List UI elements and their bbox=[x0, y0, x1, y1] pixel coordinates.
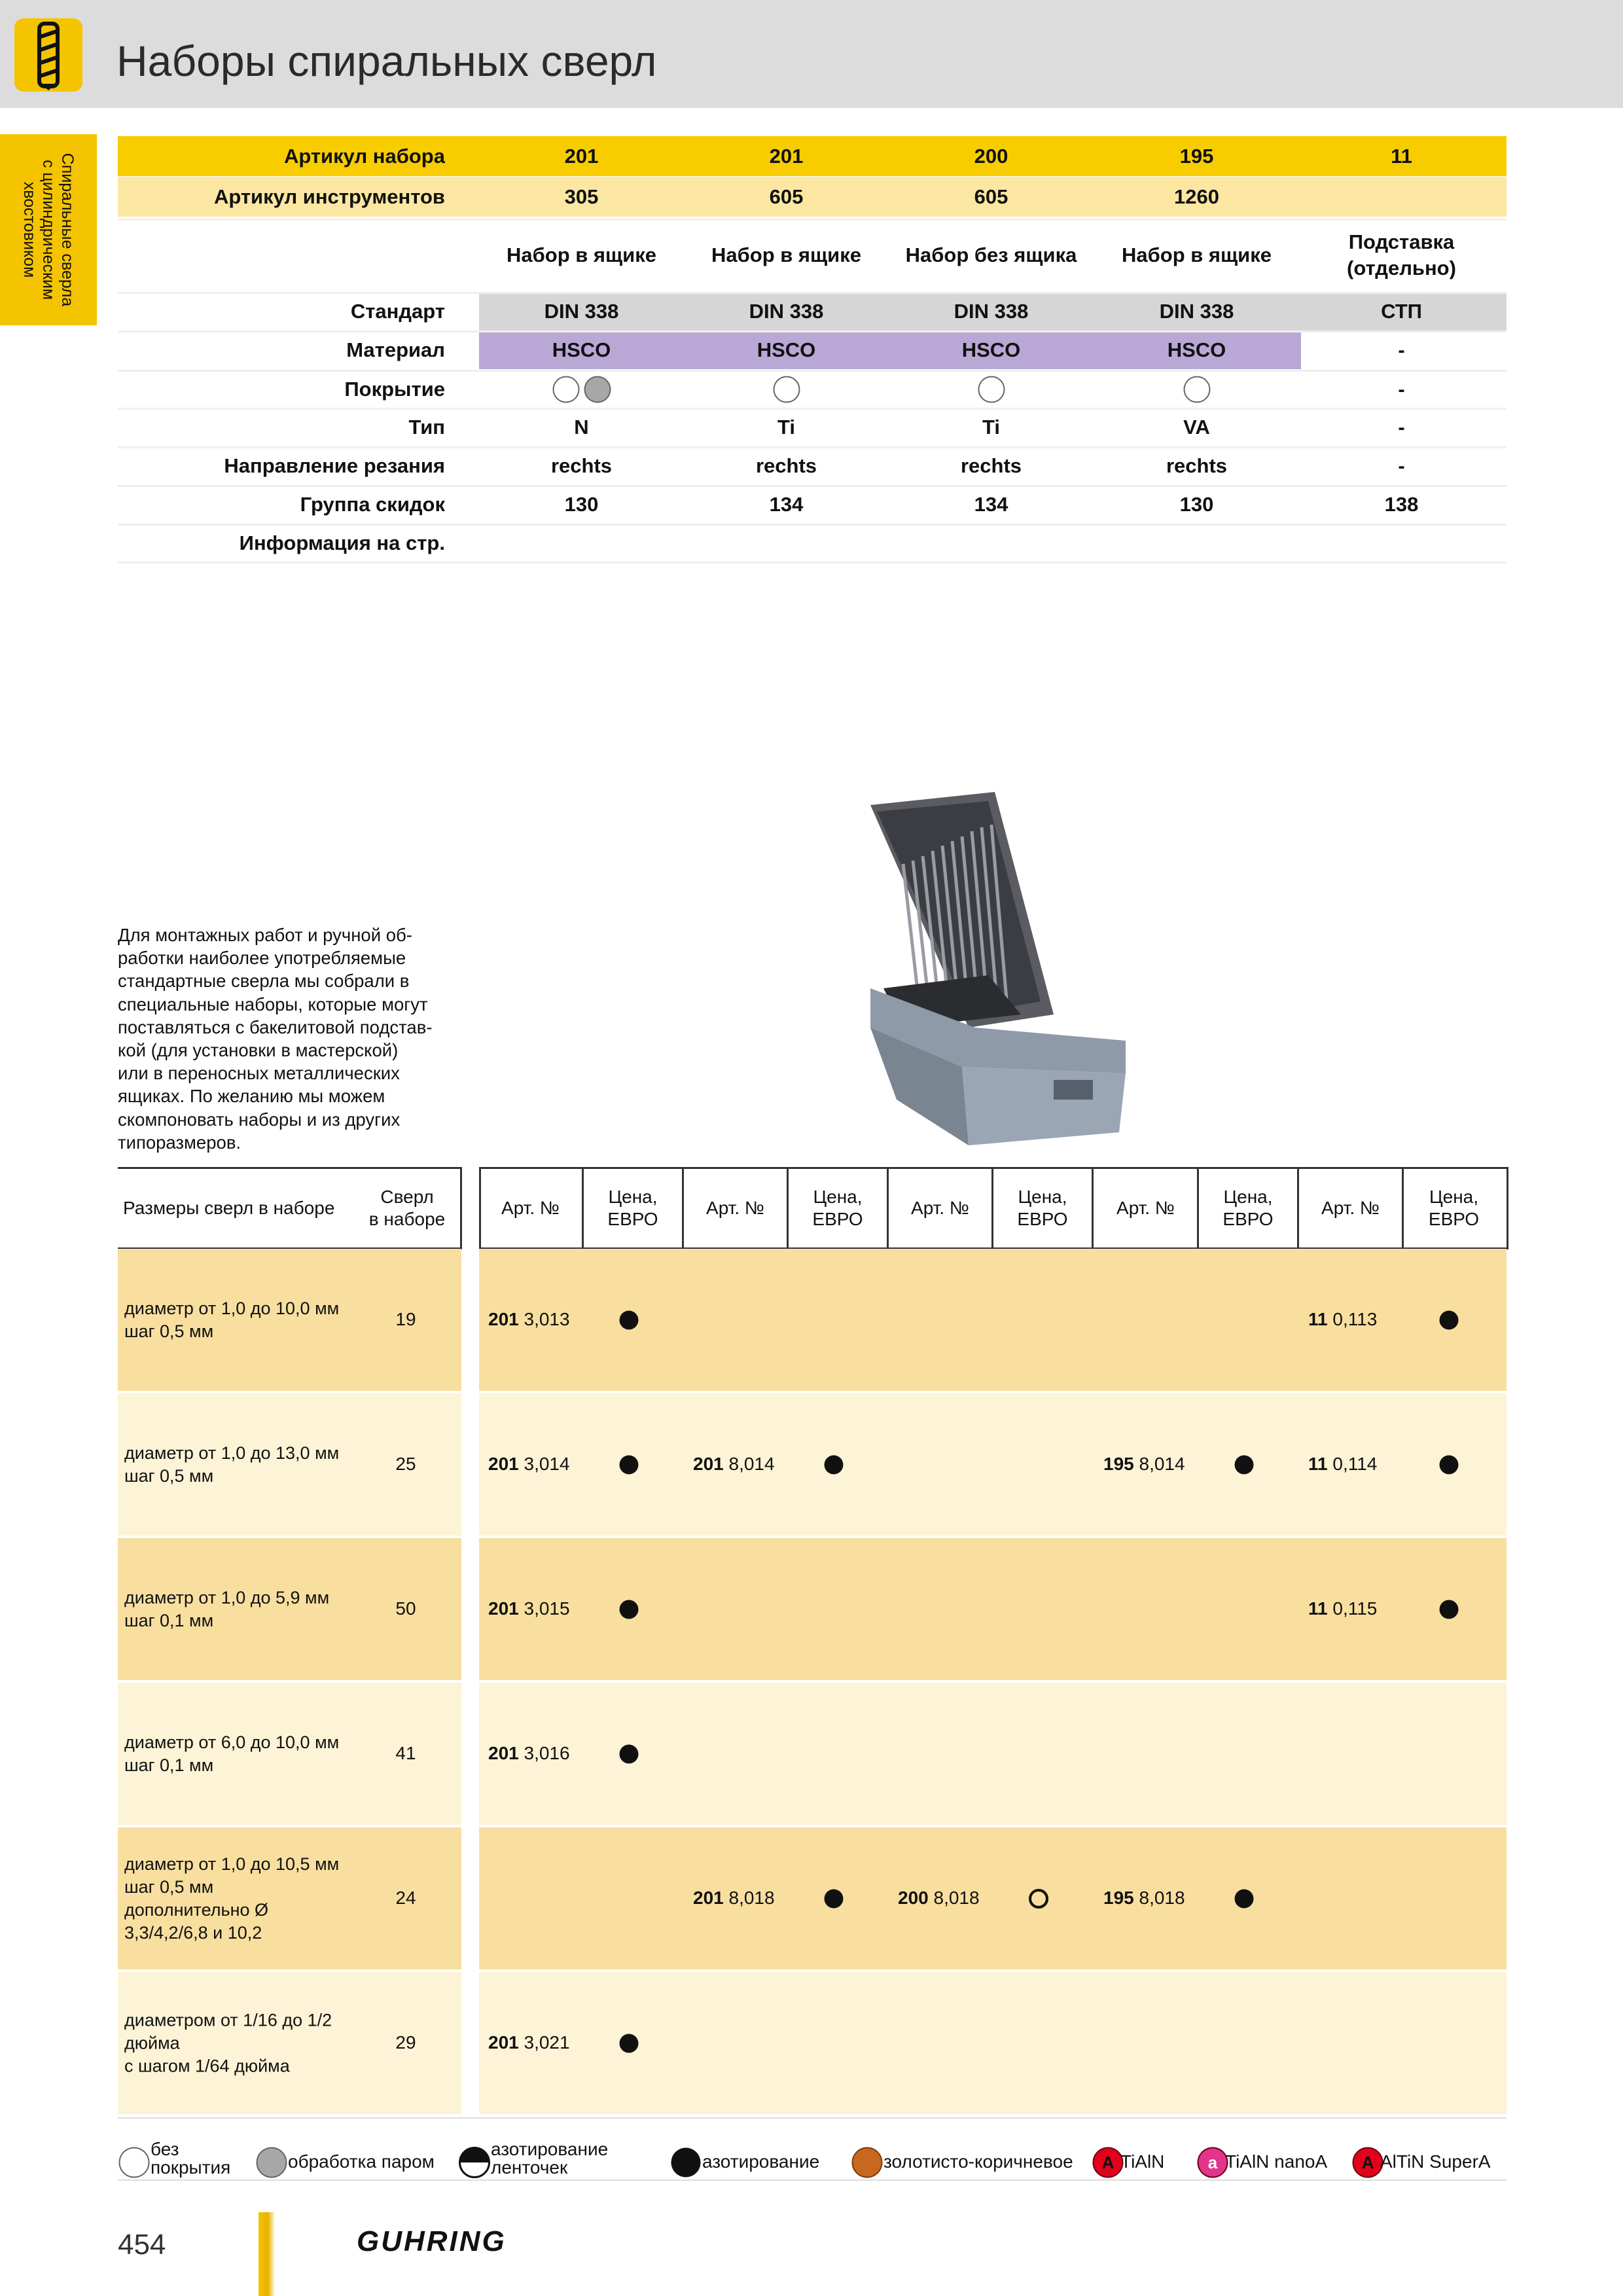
header-art: Арт. № bbox=[1299, 1169, 1404, 1247]
header-count-line: Сверл bbox=[380, 1187, 434, 1207]
article-code: 0,115 bbox=[1332, 1598, 1378, 1619]
legend-label bbox=[1120, 2153, 1164, 2171]
legend-label-line: азотирование bbox=[702, 2151, 820, 2172]
article-code: 8,014 bbox=[1139, 1453, 1185, 1474]
side-tab bbox=[0, 134, 97, 325]
header-art: Арт. № bbox=[479, 1169, 584, 1247]
row-size-line: шаг 0,5 мм bbox=[124, 1321, 214, 1341]
article-prefix: 200 bbox=[898, 1887, 929, 1908]
article-number bbox=[1103, 1454, 1185, 1475]
svg-text:a: a bbox=[1207, 2153, 1218, 2172]
header-price-line: ЕВРО bbox=[812, 1209, 863, 1229]
article-code: 3,013 bbox=[524, 1308, 570, 1329]
spec-cell-material: HSCO bbox=[1167, 338, 1226, 361]
description-line: или в переносных металлических bbox=[118, 1063, 400, 1084]
spec-coating-cell bbox=[1299, 370, 1504, 408]
article-code: 0,113 bbox=[1332, 1308, 1378, 1329]
spec-cell-standard: DIN 338 bbox=[544, 300, 619, 323]
article-prefix: 11 bbox=[1308, 1598, 1328, 1619]
header-price-line: Цена, bbox=[813, 1187, 863, 1207]
spec-cell-type: VA bbox=[1183, 416, 1210, 439]
article-number bbox=[693, 1888, 775, 1909]
spec-kind-cell bbox=[889, 219, 1094, 291]
tialn-a-icon bbox=[1092, 2146, 1124, 2179]
spec-cell-tools bbox=[1299, 177, 1504, 217]
row-size-line: диаметр от 6,0 до 10,0 мм bbox=[124, 1732, 340, 1752]
spec-cell-tools: 605 bbox=[974, 185, 1008, 208]
spec-cell-type: Ti bbox=[777, 416, 795, 439]
gold-brown-coating-icon bbox=[851, 2146, 883, 2179]
header-sizes: Размеры сверл в наборе bbox=[123, 1198, 335, 1218]
spec-coating-cell bbox=[684, 370, 889, 408]
spec-cell-set: 11 bbox=[1391, 145, 1412, 168]
article-code: 8,014 bbox=[728, 1453, 775, 1474]
row-size-line: дюйма bbox=[124, 2033, 180, 2053]
spec-cell-direction: - bbox=[1398, 454, 1405, 477]
row-size-line: шаг 0,1 мм bbox=[124, 1755, 214, 1775]
header-price-line: ЕВРО bbox=[607, 1209, 658, 1229]
header-art: Арт. № bbox=[684, 1169, 789, 1247]
legend-label bbox=[883, 2153, 1073, 2171]
article-number bbox=[488, 1309, 570, 1330]
description-line: Для монтажных работ и ручной об- bbox=[118, 925, 412, 945]
spec-dash: - bbox=[1398, 377, 1405, 401]
spec-cell-material: HSCO bbox=[961, 338, 1021, 361]
legend-label bbox=[288, 2153, 435, 2171]
row-size-description bbox=[124, 1853, 339, 1945]
legend-label-line: азотирование bbox=[491, 2139, 609, 2159]
spec-label-info-page: Информация на стр. bbox=[239, 531, 445, 554]
header-count-line: в наборе bbox=[368, 1209, 446, 1229]
spec-cell-type: N bbox=[574, 416, 589, 439]
description-line: типоразмеров. bbox=[118, 1132, 241, 1153]
article-prefix: 201 bbox=[488, 1308, 519, 1329]
row-size-description bbox=[124, 1297, 339, 1343]
uncoated-circle-icon bbox=[772, 375, 801, 404]
header-art: Арт. № bbox=[889, 1169, 993, 1247]
legend-label-line: TiAlN bbox=[1120, 2151, 1165, 2172]
spec-cell-type: Ti bbox=[982, 416, 1000, 439]
header-price bbox=[1404, 1169, 1504, 1247]
page-number: 454 bbox=[118, 2229, 166, 2261]
spec-kind-line: Набор в ящике bbox=[507, 243, 656, 266]
spec-cell-tools: 1260 bbox=[1174, 185, 1219, 208]
article-code: 8,018 bbox=[1139, 1887, 1185, 1908]
page-title: Наборы спиральных сверл bbox=[116, 37, 657, 85]
article-number bbox=[488, 1743, 570, 1764]
tialn-a-icon bbox=[1351, 2146, 1384, 2179]
spec-label-set-article: Артикул набора bbox=[283, 145, 445, 168]
availability-dot-icon bbox=[618, 1598, 640, 1621]
spec-kind-cell bbox=[1094, 219, 1299, 291]
spec-cell-set: 195 bbox=[1179, 145, 1214, 168]
spec-label-discount-group: Группа скидок bbox=[300, 493, 445, 516]
steam-treated-circle-icon bbox=[255, 2146, 288, 2179]
spec-cell-set: 201 bbox=[769, 145, 804, 168]
row-drill-count: 19 bbox=[395, 1308, 416, 1329]
spec-cell-standard: DIN 338 bbox=[749, 300, 824, 323]
article-code: 8,018 bbox=[933, 1887, 980, 1908]
description-text bbox=[118, 924, 471, 1154]
header-price-line: ЕВРО bbox=[1222, 1209, 1274, 1229]
header-price bbox=[1199, 1169, 1299, 1247]
row-drill-count: 24 bbox=[395, 1887, 416, 1908]
article-prefix: 201 bbox=[488, 2032, 519, 2053]
availability-dot-icon bbox=[1438, 1454, 1460, 1476]
header-price-line: Цена, bbox=[1223, 1187, 1273, 1207]
article-number bbox=[693, 1454, 775, 1475]
header-price-line: Цена, bbox=[608, 1187, 658, 1207]
availability-dot-icon bbox=[618, 2032, 640, 2054]
legend-label bbox=[491, 2140, 608, 2177]
article-prefix: 201 bbox=[693, 1887, 724, 1908]
side-tab-line: с цилиндрическим bbox=[39, 159, 58, 300]
header-price bbox=[584, 1169, 684, 1247]
spec-label-standard: Стандарт bbox=[350, 300, 445, 323]
availability-dot-icon bbox=[618, 1743, 640, 1765]
row-size-description bbox=[124, 1731, 339, 1777]
spec-label-coating: Покрытие bbox=[344, 378, 445, 401]
legend-label bbox=[702, 2153, 819, 2171]
spec-cell-direction: rechts bbox=[960, 454, 1022, 477]
spec-cell-direction: rechts bbox=[755, 454, 817, 477]
spec-coating-cell bbox=[889, 370, 1094, 408]
spec-cell-direction: rechts bbox=[550, 454, 613, 477]
spec-label-cut-direction: Направление резания bbox=[224, 454, 445, 477]
spec-cell-discount: 130 bbox=[564, 493, 599, 516]
description-line: ящиках. По желанию мы можем bbox=[118, 1086, 385, 1107]
nitrided-dot-icon bbox=[669, 2146, 702, 2179]
availability-dot-icon bbox=[1438, 1598, 1460, 1621]
spec-cell-type: - bbox=[1398, 416, 1405, 439]
side-tab-label bbox=[0, 134, 97, 325]
row-size-line: с шагом 1/64 дюйма bbox=[124, 2056, 290, 2075]
row-size-line: шаг 0,5 мм bbox=[124, 1876, 214, 1897]
row-size-line: шаг 0,5 мм bbox=[124, 1465, 214, 1486]
row-drill-count: 50 bbox=[395, 1598, 416, 1619]
svg-text:A: A bbox=[1361, 2153, 1374, 2172]
availability-dot-icon bbox=[1233, 1888, 1255, 1910]
spec-kind-line: Набор без ящика bbox=[905, 243, 1077, 266]
article-number bbox=[1308, 1454, 1377, 1475]
uncoated-circle-icon bbox=[977, 375, 1006, 404]
side-tab-line: Спиральные сверла bbox=[58, 152, 77, 307]
row-size-line: диаметр от 1,0 до 13,0 мм bbox=[124, 1443, 340, 1463]
spec-label-material: Материал bbox=[346, 338, 445, 361]
spec-cell-standard: DIN 338 bbox=[1159, 300, 1234, 323]
spec-cell-tools: 305 bbox=[564, 185, 599, 208]
row-size-line: диаметр от 1,0 до 10,5 мм bbox=[124, 1854, 340, 1874]
article-prefix: 11 bbox=[1308, 1308, 1328, 1329]
row-drill-count: 29 bbox=[395, 2032, 416, 2053]
article-prefix: 195 bbox=[1103, 1453, 1134, 1474]
legend-label-line: AlTiN SuperA bbox=[1380, 2151, 1491, 2172]
legend-bottom-line bbox=[118, 2179, 1507, 2181]
header-price-line: Цена, bbox=[1429, 1187, 1479, 1207]
article-number bbox=[898, 1888, 980, 1909]
spec-label-tool-article: Артикул инструментов bbox=[213, 185, 445, 208]
description-line: работки наиболее употребляемые bbox=[118, 948, 406, 969]
drill-set-case-image bbox=[857, 792, 1139, 1158]
legend-label-line: покрытия bbox=[151, 2157, 231, 2178]
spec-kind-cell bbox=[684, 219, 889, 291]
legend-label-line: без bbox=[151, 2139, 179, 2159]
spec-cell-set: 201 bbox=[564, 145, 599, 168]
article-number bbox=[488, 2032, 570, 2053]
spec-kind-cell bbox=[1299, 219, 1504, 291]
spec-cell-material: HSCO bbox=[552, 338, 611, 361]
legend-top-line bbox=[118, 2117, 1507, 2119]
article-code: 3,015 bbox=[524, 1598, 570, 1619]
row-size-line: диаметр от 1,0 до 5,9 мм bbox=[124, 1587, 330, 1607]
brand-logo: GUHRING bbox=[357, 2225, 507, 2257]
spec-cell-standard: СТП bbox=[1381, 300, 1422, 323]
spec-cell-material: HSCO bbox=[757, 338, 816, 361]
article-space bbox=[519, 1454, 524, 1474]
spec-cell-material: - bbox=[1398, 338, 1405, 361]
tialn-nanoa-icon bbox=[1196, 2146, 1229, 2179]
description-line: поставляться с бакелитовой подстав- bbox=[118, 1016, 433, 1037]
header-price-line: Цена, bbox=[1018, 1187, 1067, 1207]
article-space bbox=[1134, 1888, 1139, 1908]
availability-open-marker-icon bbox=[1027, 1888, 1050, 1910]
legend-label-line: ленточек bbox=[491, 2157, 568, 2178]
article-space bbox=[929, 1888, 934, 1908]
row-size-line: диаметром от 1/16 до 1/2 bbox=[124, 2010, 332, 2030]
header-count bbox=[355, 1169, 459, 1247]
description-line: стандартные сверла мы собрали в bbox=[118, 971, 410, 992]
description-line: специальные наборы, которые могут bbox=[118, 994, 428, 1014]
spec-cell-discount: 138 bbox=[1384, 493, 1419, 516]
row-size-description bbox=[124, 1587, 329, 1632]
availability-dot-icon bbox=[1233, 1454, 1255, 1476]
spec-coating-cell bbox=[479, 370, 684, 408]
spec-cell-discount: 130 bbox=[1179, 493, 1214, 516]
article-number bbox=[1308, 1598, 1377, 1619]
spec-coating-cell bbox=[1094, 370, 1299, 408]
article-space bbox=[519, 1598, 524, 1619]
article-number bbox=[488, 1454, 570, 1475]
article-prefix: 201 bbox=[488, 1742, 519, 1763]
article-code: 3,014 bbox=[524, 1453, 570, 1474]
spec-cell-direction: rechts bbox=[1166, 454, 1228, 477]
legend-label-line: TiAlN nanoA bbox=[1225, 2151, 1328, 2172]
article-prefix: 195 bbox=[1103, 1887, 1134, 1908]
legend-label bbox=[151, 2140, 230, 2177]
availability-dot-icon bbox=[823, 1454, 845, 1476]
row-size-line: диаметр от 1,0 до 10,0 мм bbox=[124, 1298, 340, 1318]
uncoated-circle-icon bbox=[552, 375, 580, 404]
header-art: Арт. № bbox=[1094, 1169, 1199, 1247]
row-size-line: шаг 0,1 мм bbox=[124, 1610, 214, 1630]
spec-cell-discount: 134 bbox=[974, 493, 1008, 516]
legend-label bbox=[1380, 2153, 1491, 2171]
row-size-line: 3,3/4,2/6,8 и 10,2 bbox=[124, 1922, 262, 1943]
article-number bbox=[488, 1598, 570, 1619]
uncoated-circle-icon bbox=[1183, 375, 1211, 404]
spec-kind-line: (отдельно) bbox=[1347, 257, 1456, 279]
article-space bbox=[1134, 1454, 1139, 1474]
availability-dot-icon bbox=[618, 1454, 640, 1476]
spec-cell-discount: 134 bbox=[769, 493, 804, 516]
uncoated-circle-icon bbox=[118, 2146, 151, 2179]
description-line: кой (для установки в мастерской) bbox=[118, 1040, 399, 1061]
spec-label-type: Тип bbox=[408, 416, 445, 439]
header-price bbox=[789, 1169, 889, 1247]
article-space bbox=[724, 1454, 729, 1474]
spec-kind-line: Подставка bbox=[1348, 230, 1455, 253]
description-line: скомпоновать наборы и из других bbox=[118, 1109, 401, 1130]
availability-dot-icon bbox=[823, 1888, 845, 1910]
spec-kind-line: Набор в ящике bbox=[711, 243, 861, 266]
drill-bit-icon bbox=[14, 18, 82, 92]
article-prefix: 201 bbox=[488, 1598, 519, 1619]
article-space bbox=[724, 1888, 729, 1908]
header-price-line: ЕВРО bbox=[1428, 1209, 1480, 1229]
spec-cell-set: 200 bbox=[974, 145, 1008, 168]
footer-accent-bar bbox=[259, 2212, 274, 2296]
row-size-description bbox=[124, 1442, 339, 1488]
margin-nitrided-circle-icon bbox=[458, 2146, 491, 2179]
header-price-line: ЕВРО bbox=[1017, 1209, 1068, 1229]
row-drill-count: 41 bbox=[395, 1742, 416, 1763]
spec-kind-cell bbox=[479, 219, 684, 291]
availability-dot-icon bbox=[618, 1309, 640, 1331]
article-space bbox=[519, 2032, 524, 2053]
row-drill-count: 25 bbox=[395, 1453, 416, 1474]
legend-label bbox=[1225, 2153, 1327, 2171]
row-size-description bbox=[124, 2009, 332, 2077]
article-prefix: 11 bbox=[1308, 1453, 1328, 1474]
article-number bbox=[1308, 1309, 1377, 1330]
svg-text:A: A bbox=[1101, 2153, 1115, 2172]
legend-label-line: золотисто-коричневое bbox=[883, 2151, 1073, 2172]
spec-cell-standard: DIN 338 bbox=[954, 300, 1029, 323]
header-price bbox=[993, 1169, 1094, 1247]
spec-kind-line: Набор в ящике bbox=[1122, 243, 1272, 266]
article-prefix: 201 bbox=[693, 1453, 724, 1474]
article-code: 3,016 bbox=[524, 1742, 570, 1763]
steam-treated-circle-icon bbox=[583, 375, 612, 404]
table-row bbox=[479, 1827, 1507, 1969]
article-code: 0,114 bbox=[1332, 1453, 1378, 1474]
article-space bbox=[519, 1309, 524, 1329]
article-number bbox=[1103, 1888, 1185, 1909]
legend-label-line: обработка паром bbox=[288, 2151, 435, 2172]
article-space bbox=[519, 1743, 524, 1763]
spec-cell-tools: 605 bbox=[769, 185, 804, 208]
article-code: 3,021 bbox=[524, 2032, 570, 2053]
row-size-line: дополнительно Ø bbox=[124, 1899, 268, 1920]
side-tab-line: хвостовиком bbox=[20, 181, 39, 278]
article-prefix: 201 bbox=[488, 1453, 519, 1474]
article-code: 8,018 bbox=[728, 1887, 775, 1908]
availability-dot-icon bbox=[1438, 1309, 1460, 1331]
